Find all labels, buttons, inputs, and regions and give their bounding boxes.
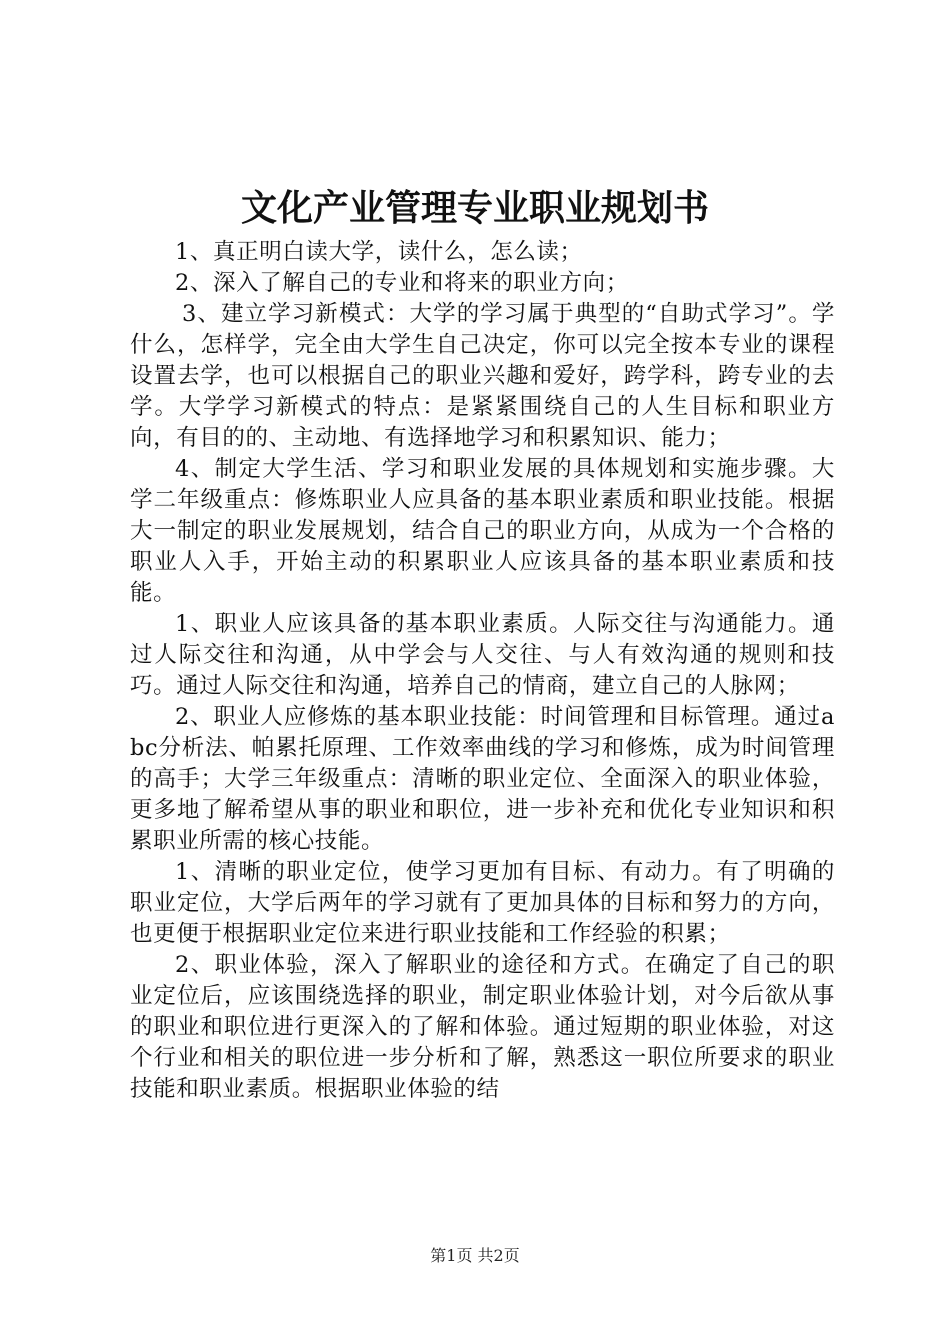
paragraph-3: 3、建立学习新模式：大学的学习属于典型的“自助式学习”。学什么，怎样学，完全由大学生自己决定，你可以完全按本专业的课程设置去学，也可以根据自己的职业兴趣和爱好，跨学科，跨专业的去学。大学学习新模式的特点：是紧紧围绕自己的人生目标和职业方向，有目的的、主动地、有选择地学习和积累知识、能力； [130,301,835,451]
paragraph-2: 2、深入了解自己的专业和将来的职业方向； [175,270,629,296]
document-title: 文化产业管理专业职业规划书 [240,187,709,229]
paragraph-7: 1、清晰的职业定位，使学习更加有目标、有动力。有了明确的职业定位，大学后两年的学习就有了更加具体的目标和努力的方向，也更便于根据职业定位来进行职业技能和工作经验的积累； [130,859,835,947]
paragraph-6: 2、职业人应修炼的基本职业技能：时间管理和目标管理。通过abc分析法、帕累托原理、工作效率曲线的学习和修炼，成为时间管理的高手；大学三年级重点：清晰的职业定位、全面深入的职业体验，更多地了解希望从事的职业和职位，进一步补充和优化专业知识和积累职业所需的核心技能。 [130,704,835,854]
paragraph-8: 2、职业体验，深入了解职业的途径和方式。在确定了自己的职业定位后，应该围绕选择的职业，制定职业体验计划，对今后欲从事的职业和职位进行更深入的了解和体验。通过短期的职业体验，对这个行业和相关的职位进一步分析和了解，熟悉这一职位所要求的职业技能和职业素质。根据职业体验的结 [130,952,835,1102]
document-body [130,237,835,1105]
paragraph-1: 1、真正明白读大学，读什么，怎么读； [175,239,583,265]
paragraph-5: 1、职业人应该具备的基本职业素质。人际交往与沟通能力。通过人际交往和沟通，从中学会与人交往、与人有效沟通的规则和技巧。通过人际交往和沟通，培养自己的情商，建立自己的人脉网； [130,611,835,699]
paragraph-4: 4、制定大学生活、学习和职业发展的具体规划和实施步骤。大学二年级重点：修炼职业人应具备的基本职业素质和职业技能。根据大一制定的职业发展规划，结合自己的职业方向，从成为一个合格的职业人入手，开始主动的积累职业人应该具备的基本职业素质和技能。 [130,456,835,606]
page-footer: 第1页 共2页 [430,1246,520,1265]
